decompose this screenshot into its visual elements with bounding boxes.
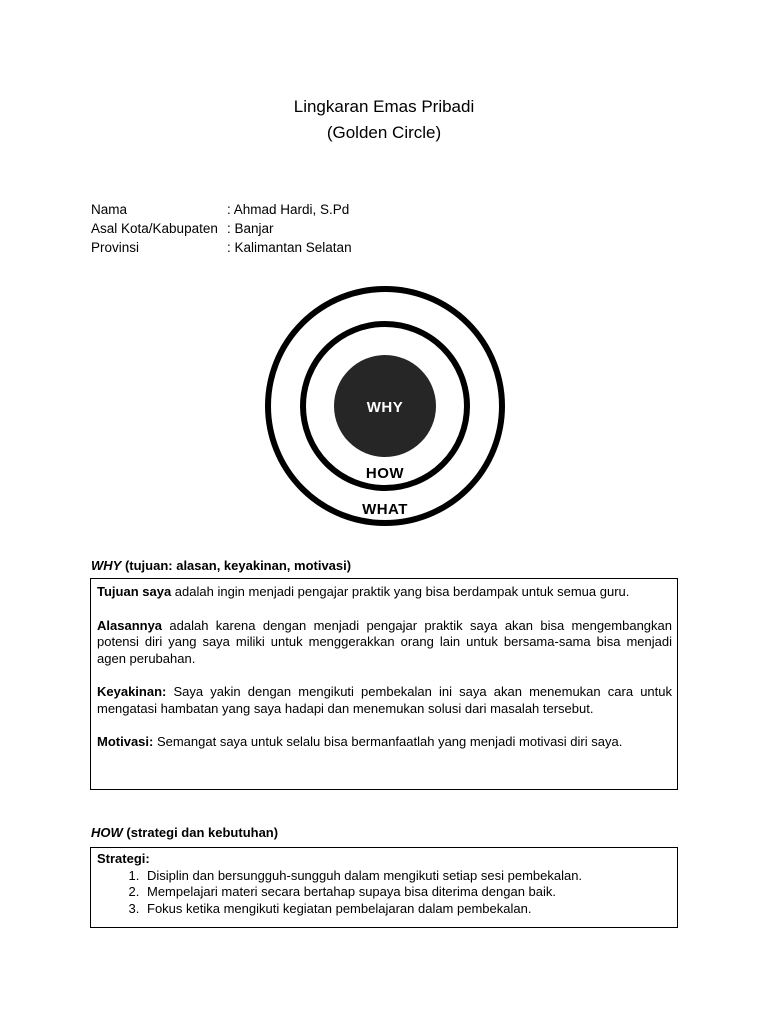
info-row-name <box>91 200 352 219</box>
list-item: 2. Mempelajari materi secara bertahap supaya bisa diterima dengan baik. <box>143 884 672 901</box>
paragraph-text: Semangat saya untuk selalu bisa bermanfaatlah yang menjadi motivasi diri saya. <box>153 734 623 749</box>
info-label: Provinsi <box>91 240 140 255</box>
info-label: Asal Kota/Kabupaten <box>91 221 218 236</box>
how-box <box>90 847 678 928</box>
paragraph-lead: Keyakinan: <box>97 684 167 699</box>
identity-info <box>91 200 352 257</box>
why-heading-key: WHY <box>91 558 122 573</box>
document-title <box>0 94 768 146</box>
how-label: HOW <box>365 465 405 482</box>
title-line-2: (Golden Circle) <box>326 123 442 142</box>
paragraph-text: adalah karena dengan menjadi pengajar praktik saya akan bisa mengembangkan potensi diri yang saya miliki untuk menggerakkan orang lain untuk bersama-sama bisa menjadi agen perubahan. <box>97 617 672 666</box>
why-label: WHY <box>366 399 404 416</box>
info-value: : Banjar <box>227 221 274 236</box>
info-value: : Ahmad Hardi, S.Pd <box>227 202 350 217</box>
title-line-1: Lingkaran Emas Pribadi <box>293 97 475 116</box>
how-heading-key: HOW <box>91 825 123 840</box>
paragraph-lead: Tujuan saya <box>97 584 172 599</box>
info-row-province <box>91 238 352 257</box>
paragraph-text: Saya yakin dengan mengikuti pembekalan ini saya akan menemukan cara untuk mengatasi hambatan yang saya hadapi dan menemukan solusi dari masalah tersebut. <box>97 684 672 716</box>
strategy-title: Strategi: <box>97 851 150 866</box>
info-row-city <box>91 219 352 238</box>
how-heading-rest: (strategi dan kebutuhan) <box>122 825 279 840</box>
list-item: 1. Disiplin dan bersungguh-sungguh dalam mengikuti setiap sesi pembekalan. <box>143 868 672 885</box>
belief-paragraph <box>97 684 672 717</box>
info-label: Nama <box>91 202 128 217</box>
list-item: 3. Fokus ketika mengikuti kegiatan pembelajaran dalam pembekalan. <box>143 901 672 918</box>
strategy-list <box>97 868 672 918</box>
paragraph-lead: Motivasi: <box>97 734 154 749</box>
why-box <box>90 578 678 790</box>
purpose-paragraph <box>97 584 672 601</box>
golden-circle-diagram <box>263 281 507 531</box>
reason-paragraph <box>97 618 672 668</box>
paragraph-text: adalah ingin menjadi pengajar praktik yang bisa berdampak untuk semua guru. <box>171 584 630 599</box>
motivation-paragraph <box>97 734 672 751</box>
info-value: : Kalimantan Selatan <box>227 240 352 255</box>
how-heading <box>91 825 278 840</box>
why-heading-rest: (tujuan: alasan, keyakinan, motivasi) <box>121 558 352 573</box>
paragraph-lead: Alasannya <box>97 617 163 633</box>
what-label: WHAT <box>362 501 408 518</box>
why-heading <box>91 558 351 573</box>
